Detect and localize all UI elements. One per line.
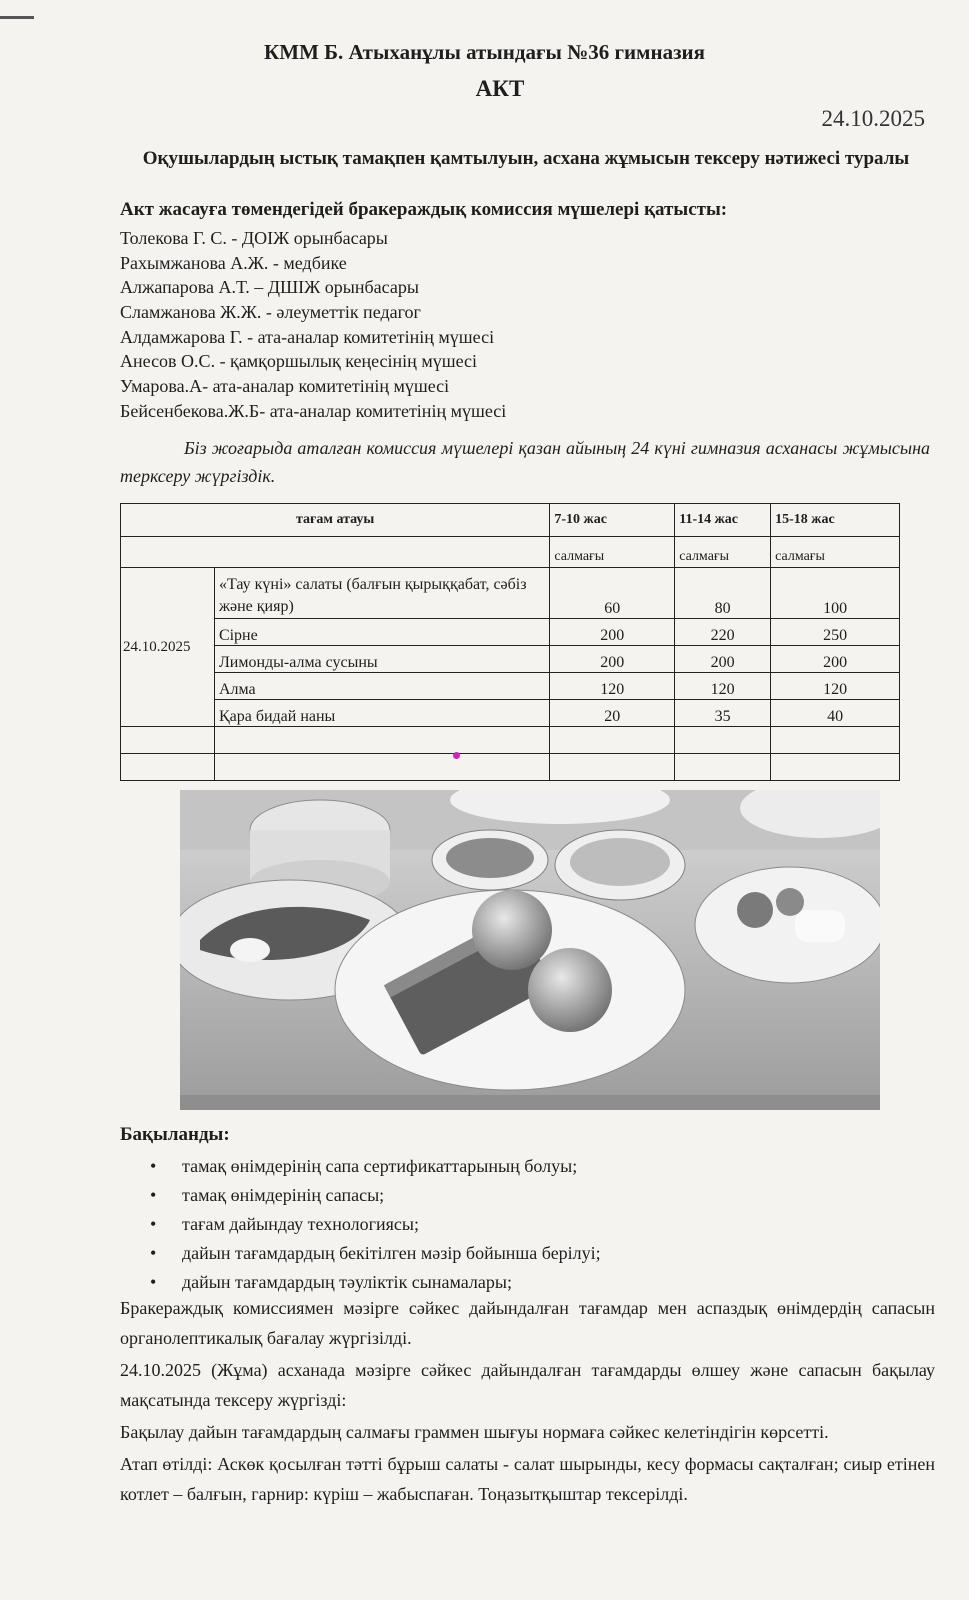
observed-title: Бақыланды: (120, 1124, 230, 1145)
observed-item-text: дайын тағамдардың бекітілген мәзір бойынша берілуі; (182, 1243, 601, 1263)
header-age-group: 7-10 жас (550, 504, 675, 537)
weight-value: 35 (675, 700, 771, 727)
commission-member-list (120, 226, 506, 424)
table-row (121, 568, 900, 619)
paragraph-inspection-date: 24.10.2025 (Жұма) асханада мәзірге сәйкес дайындалған тағамдарды өлшеу және сапасын бақылау мақсатында тексеру жүргізді: (120, 1360, 935, 1410)
weight-value: 200 (550, 619, 675, 646)
bullet-dot-icon: • (150, 1272, 157, 1292)
weight-value: 120 (771, 673, 900, 700)
table-row (121, 619, 900, 646)
header-weight: салмағы (550, 537, 675, 568)
bullet-dot-icon: • (150, 1214, 157, 1234)
observed-item (150, 1239, 601, 1268)
document-date: 24.10.2025 (821, 106, 925, 131)
food-name: Алма (214, 673, 549, 700)
header-weight: салмағы (675, 537, 771, 568)
table-date-cell: 24.10.2025 (121, 568, 215, 727)
commission-member: Рахымжанова А.Ж. - медбике (120, 252, 347, 273)
observed-item (150, 1152, 601, 1181)
commission-member: Толекова Г. С. - ДОІЖ орынбасары (120, 228, 388, 248)
commission-member: Сламжанова Ж.Ж. - әлеуметтік педагог (120, 302, 421, 323)
weight-value: 20 (550, 700, 675, 727)
commission-member: Алжапарова А.Т. – ДШІЖ орынбасары (120, 277, 419, 298)
table-row (121, 700, 900, 727)
observed-list (150, 1152, 601, 1297)
paragraph-notes: Атап өтілді: Аскөк қосылған тәтті бұрыш салаты - салат шырынды, кесу формасы сақталған; сиыр етінен котлет – балғын, гарнир: күріш – жабыспаған. Тоңазытқыштар тексерілді. (120, 1454, 935, 1504)
observed-item-text: тамақ өнімдерінің сапасы; (182, 1185, 385, 1205)
weight-value: 200 (771, 646, 900, 673)
table-row (121, 646, 900, 673)
weight-value: 100 (771, 568, 900, 619)
commission-intro: Акт жасауға төмендегідей бракераждық комиссия мүшелері қатысты: (120, 199, 728, 220)
commission-member: Анесов О.С. - қамқоршылық кеңесінің мүшесі (120, 351, 477, 372)
scan-corner-mark (0, 16, 34, 19)
table-row-empty (121, 727, 900, 754)
paragraph-organoleptic: Бракераждық комиссиямен мәзірге сәйкес дайындалған тағамдар мен аспаздық өнімдердің сапасын органолептикалық бағалау жүргізілді. (120, 1298, 935, 1348)
document-type-title: АКТ (475, 76, 525, 101)
paragraph-weight-result: Бақылау дайын тағамдардың салмағы граммен шығуы нормаға сәйкес келетіндігін көрсетті. (120, 1422, 829, 1442)
subheader-empty (121, 537, 550, 568)
food-portion-table (120, 503, 900, 781)
food-name: «Тау күні» салаты (балғын қырыққабат, сәбіз және қияр) (214, 568, 549, 619)
commission-member: Умарова.А- ата-аналар комитетінің мүшесі (120, 376, 450, 397)
table-subheader-row (121, 537, 900, 568)
document-subtitle: Оқушылардың ыстық тамақпен қамтылуын, асхана жұмысын тексеру нәтижесі туралы (142, 148, 910, 169)
weight-value: 250 (771, 619, 900, 646)
food-tray-photo (180, 790, 880, 1110)
table-row-empty (121, 754, 900, 781)
header-age-group: 11-14 жас (675, 504, 771, 537)
weight-value: 60 (550, 568, 675, 619)
inspection-note: Біз жоғарыда аталған комиссия мүшелері қазан айының 24 күні гимназия асханасы жұмысына терксеру жүргіздік. (120, 438, 930, 486)
observed-item-text: тамақ өнімдерінің сапа сертификаттарының болуы; (182, 1156, 578, 1176)
header-age-group: 15-18 жас (771, 504, 900, 537)
observed-item (150, 1181, 601, 1210)
observed-item-text: тағам дайындау технологиясы; (182, 1214, 419, 1234)
header-food-name: тағам атауы (121, 504, 550, 537)
commission-member: Бейсенбекова.Ж.Б- ата-аналар комитетінің мүшесі (120, 400, 507, 421)
weight-value: 220 (675, 619, 771, 646)
commission-member: Алдамжарова Г. - ата-аналар комитетінің мүшесі (120, 326, 495, 347)
weight-value: 200 (675, 646, 771, 673)
observed-item-text: дайын тағамдардың тәуліктік сынамалары; (182, 1272, 512, 1292)
food-name: Лимонды-алма сусыны (214, 646, 549, 673)
table-row (121, 673, 900, 700)
weight-value: 80 (675, 568, 771, 619)
food-name: Қара бидай наны (214, 700, 549, 727)
weight-value: 200 (550, 646, 675, 673)
ink-dot-mark (453, 752, 460, 759)
observed-item (150, 1210, 601, 1239)
weight-value: 120 (550, 673, 675, 700)
header-weight: салмағы (771, 537, 900, 568)
food-name: Сірне (214, 619, 549, 646)
bullet-dot-icon: • (150, 1243, 157, 1263)
table-header-row (121, 504, 900, 537)
bullet-dot-icon: • (150, 1156, 157, 1176)
bullet-dot-icon: • (150, 1185, 157, 1205)
school-title: КММ Б. Атыханұлы атындағы №36 гимназия (264, 40, 705, 64)
weight-value: 120 (675, 673, 771, 700)
weight-value: 40 (771, 700, 900, 727)
